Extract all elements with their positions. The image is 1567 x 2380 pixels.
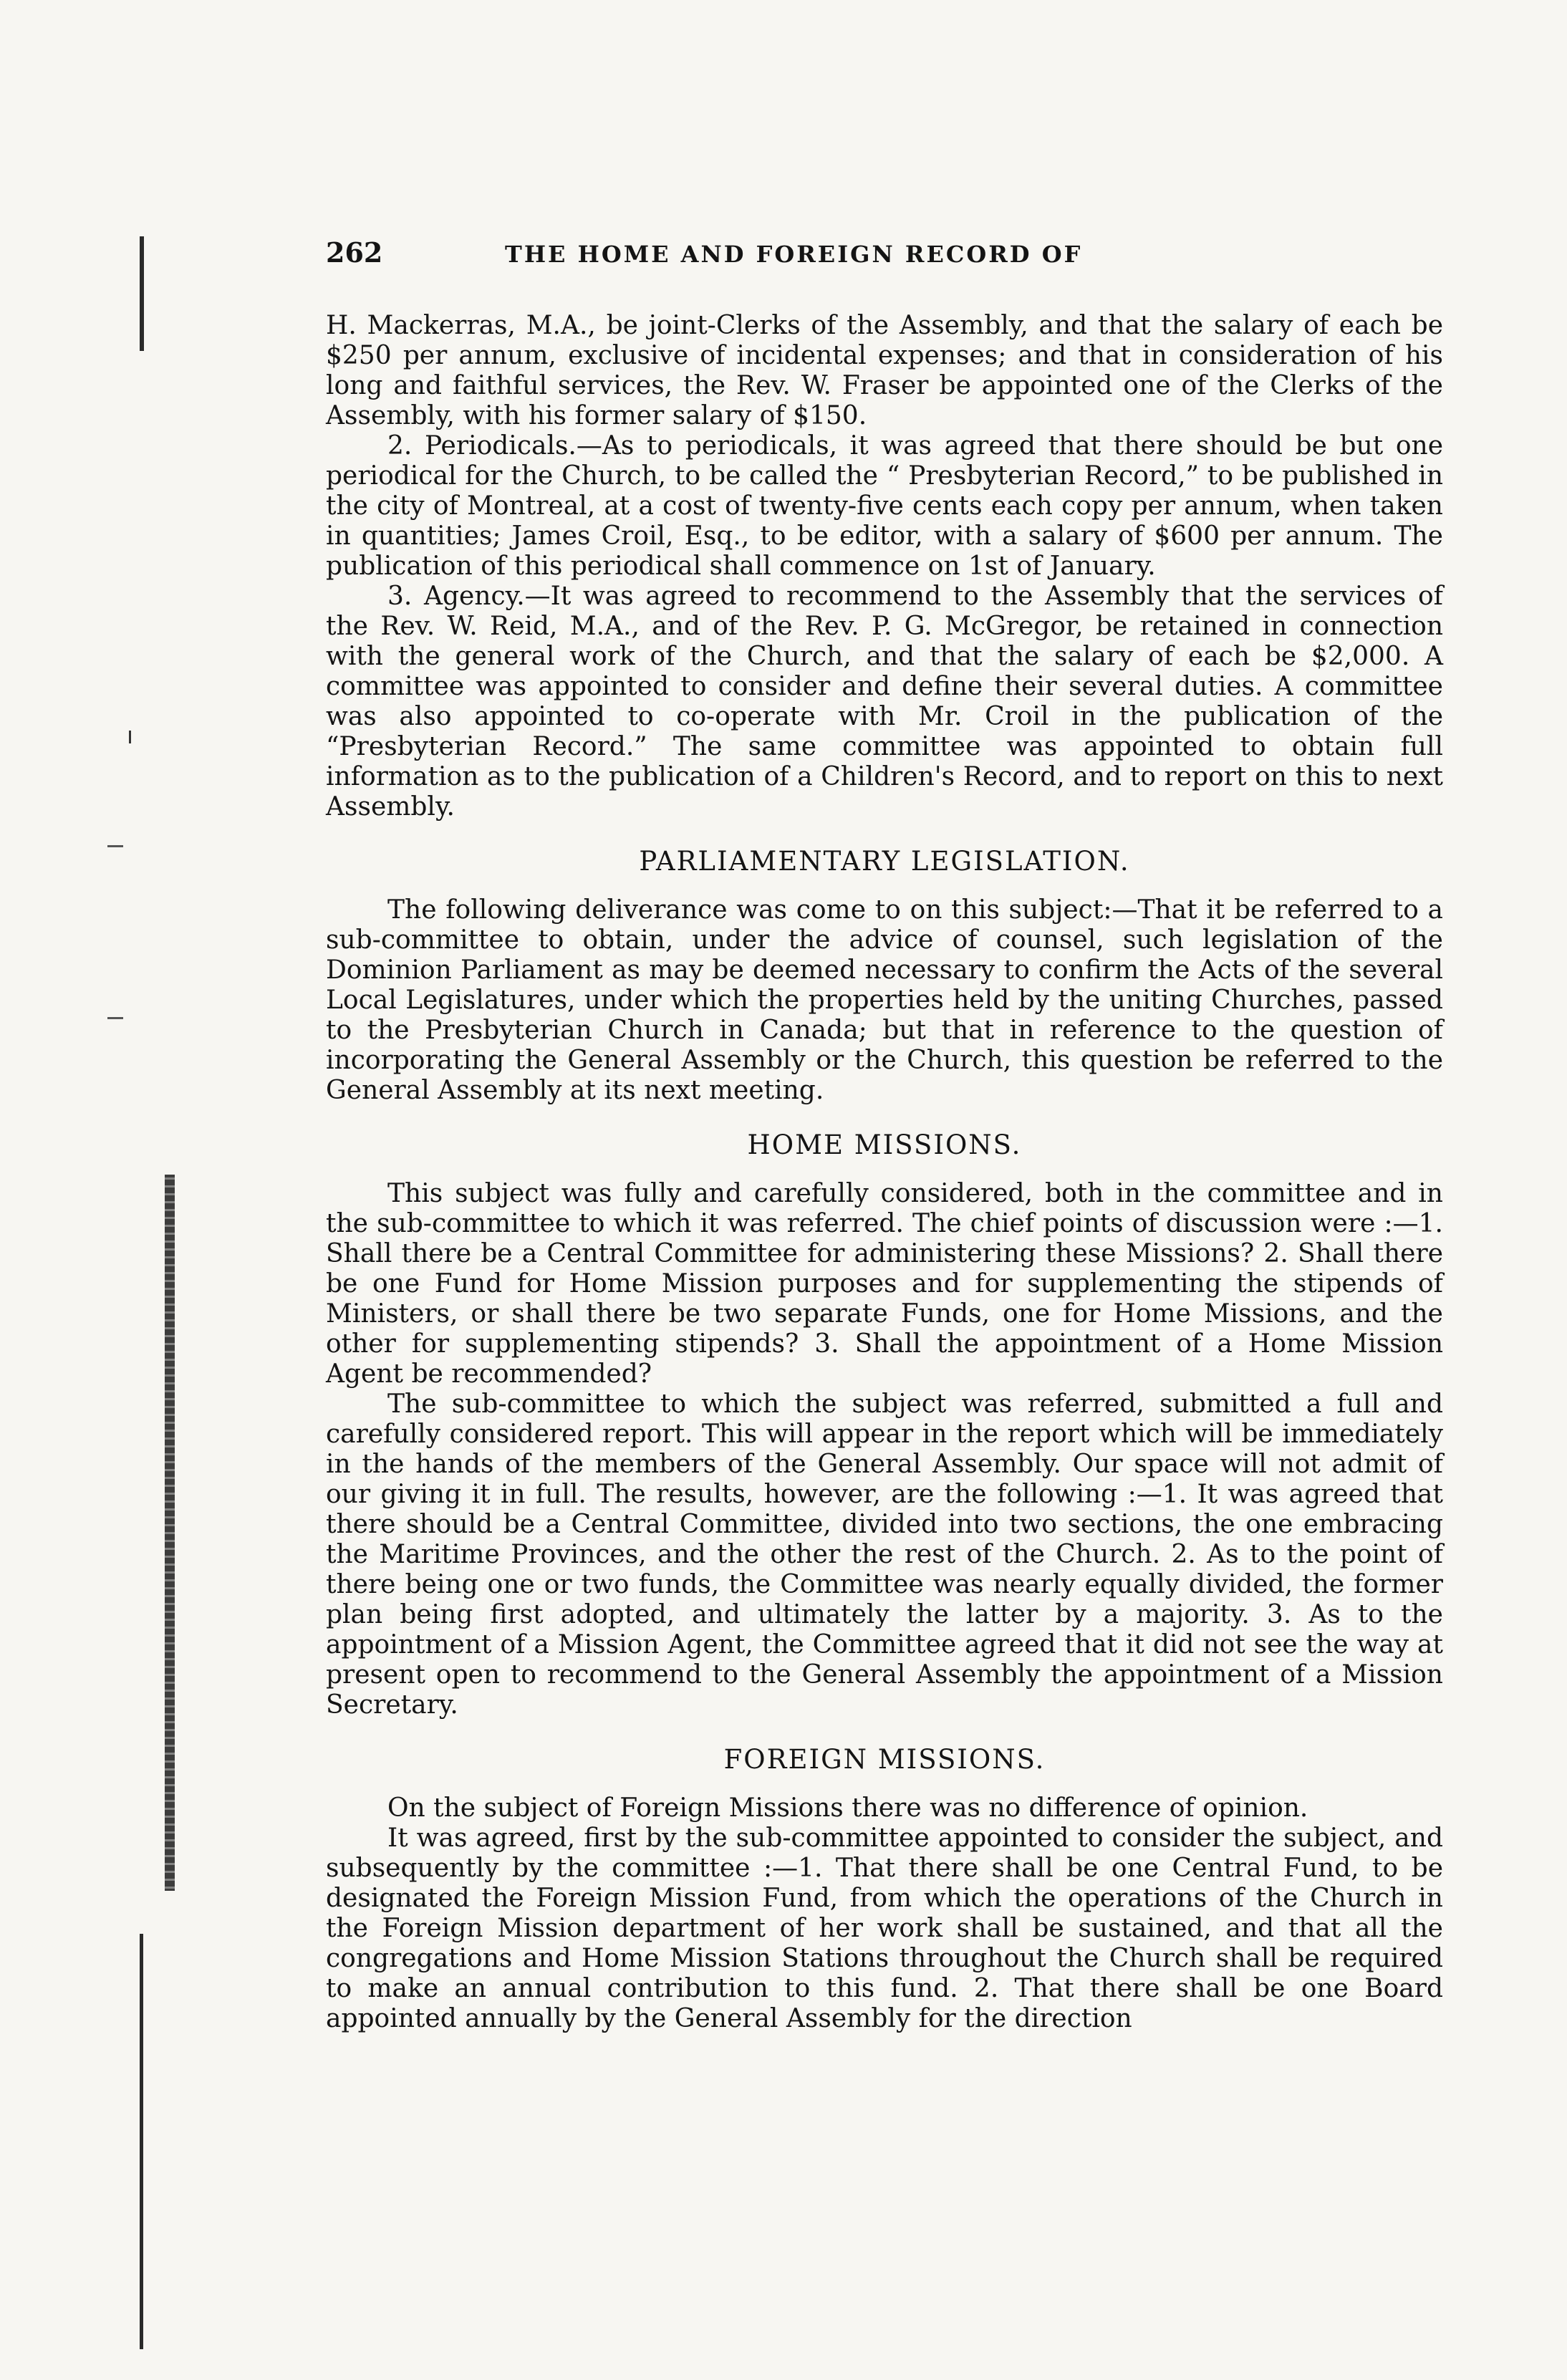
running-head: [326, 236, 1443, 279]
paragraph-clerks: H. Mackerras, M.A., be joint-Clerks of the Assembly, and that the salary of each be $250 per annum, exclusive of incidental expenses; and that in consideration of his long and faithful services, the Rev. W. Fraser be appointed one of the Clerks of the Assembly, with his former salary of $150.: [326, 311, 1443, 430]
scan-tick-mark: [107, 1017, 123, 1019]
edge-mark: [129, 731, 131, 743]
margin-rule-top: [140, 236, 144, 351]
running-title: THE HOME AND FOREIGN RECORD OF: [505, 241, 1083, 268]
margin-rule-bottom: [140, 1934, 143, 2349]
binding-edge-shadow: [165, 1175, 175, 1891]
document-page: [326, 236, 1443, 2034]
page-number: 262: [326, 236, 383, 269]
scan-tick-mark: [107, 845, 123, 847]
body-text: [326, 311, 1443, 2034]
paragraph-parliamentary: The following deliverance was come to on this subject:—That it be referred to a sub-committee to obtain, under the advice of counsel, such legislation of the Dominion Parliament as may be deemed necessary to confirm the Acts of the several Local Legislatures, under which the properties held by the uniting Churches, passed to the Presbyterian Church in Canada; but that in reference to the question of incorporating the General Assembly or the Church, this question be referred to the General Assembly at its next meeting.: [326, 895, 1443, 1105]
paragraph-foreign-missions-intro: On the subject of Foreign Missions there was no difference of opinion.: [387, 1793, 1308, 1823]
heading-foreign-missions: FOREIGN MISSIONS.: [723, 1744, 1046, 1775]
paragraph-periodicals: 2. Periodicals.—As to periodicals, it was agreed that there should be but one periodical for the Church, to be called the “ Presbyterian Record,” to be published in the city of Montreal, at a cost of twenty-five cents each copy per annum, when taken in quantities; James Croil, Esq., to be editor, with a salary of $600 per annum. The publication of this periodical shall commence on 1st of January.: [326, 431, 1443, 581]
paragraph-home-missions-report: The sub-committee to which the subject was referred, submitted a full and carefully considered report. This will appear in the report which will be immediately in the hands of the members of the General Assembly. Our space will not admit of our giving it in full. The results, however, are the following :—1. It was agreed that there should be a Central Committee, divided into two sections, the one embracing the Maritime Provinces, and the other the rest of the Church. 2. As to the point of there being one or two funds, the Committee was nearly equally divided, the former plan being first adopted, and ultimately the latter by a majority. 3. As to the appointment of a Mission Agent, the Committee agreed that it did not see the way at present open to recommend to the General Assembly the appointment of a Mission Secretary.: [326, 1389, 1443, 1720]
paragraph-agency: 3. Agency.—It was agreed to recommend to the Assembly that the services of the Rev. W. Reid, M.A., and of the Rev. P. G. McGregor, be retained in connection with the general work of the Church, and that the salary of each be $2,000. A committee was appointed to consider and define their several duties. A committee was also appointed to co-operate with Mr. Croil in the publication of the “Presbyterian Record.” The same committee was appointed to obtain full information as to the publication of a Children's Record, and to report on this to next Assembly.: [326, 582, 1443, 822]
heading-home-missions: HOME MISSIONS.: [747, 1129, 1022, 1160]
paragraph-foreign-missions-agreed: It was agreed, first by the sub-committee appointed to consider the subject, and subsequently by the committee :—1. That there shall be one Central Fund, to be designated the Foreign Mission Fund, from which the operations of the Church in the Foreign Mission department of her work shall be sustained, and that all the congregations and Home Mission Stations throughout the Church shall be required to make an annual contribution to this fund. 2. That there shall be one Board appointed annually by the General Assembly for the direction: [326, 1823, 1443, 2033]
paragraph-home-missions-discussion: This subject was fully and carefully considered, both in the committee and in the sub-committee to which it was referred. The chief points of discussion were :—1. Shall there be a Central Committee for administering these Missions? 2. Shall there be one Fund for Home Mission purposes and for supplementing the stipends of Ministers, or shall there be two separate Funds, one for Home Missions, and the other for supplementing stipends? 3. Shall the appointment of a Home Mission Agent be recommended?: [326, 1179, 1443, 1389]
heading-parliamentary-legislation: PARLIAMENTARY LEGISLATION.: [639, 846, 1130, 877]
